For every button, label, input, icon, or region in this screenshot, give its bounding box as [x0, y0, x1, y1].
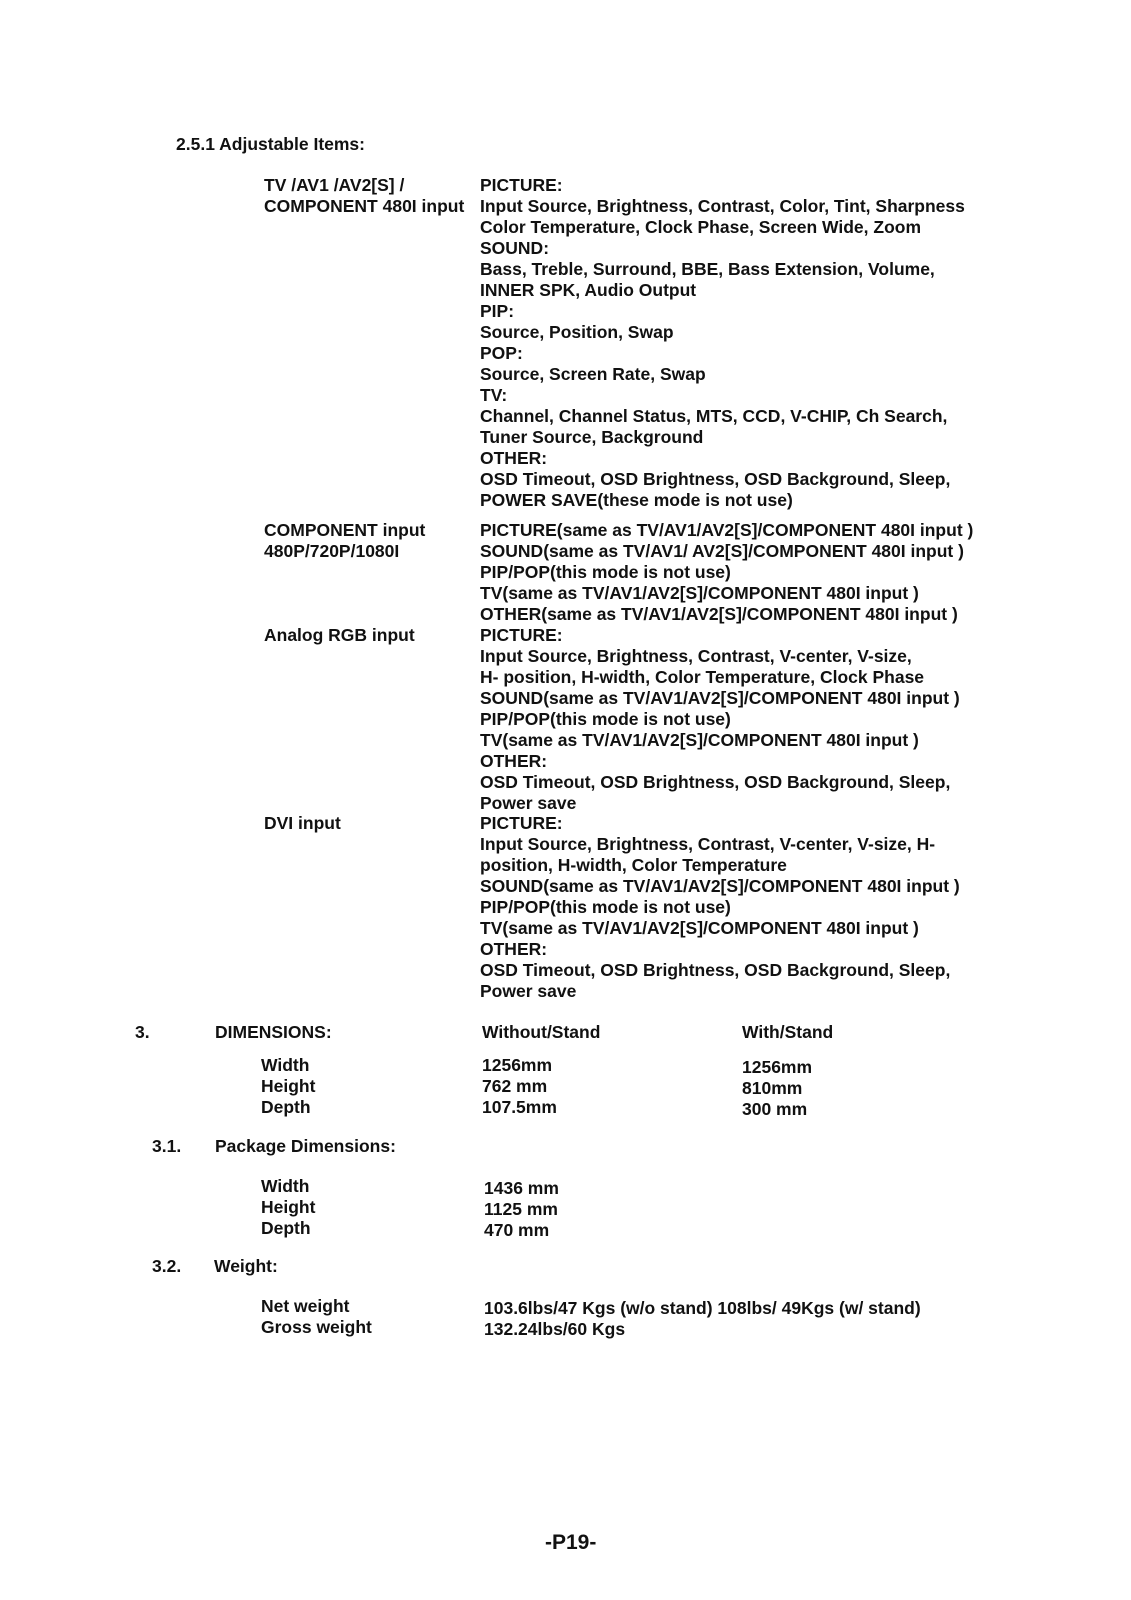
weight-label: Gross weight: [261, 1317, 372, 1337]
section-heading-2-5-1: 2.5.1 Adjustable Items:: [176, 134, 365, 154]
dimension-label: Depth: [261, 1097, 311, 1117]
dimension-value: 1256mm: [482, 1055, 553, 1075]
item-line: Input Source, Brightness, Contrast, V-center, V-size, H-: [480, 834, 936, 854]
section-number-package: 3.1.: [152, 1136, 182, 1156]
group-items-analog-rgb: [480, 625, 960, 814]
dimension-value: 300 mm: [742, 1099, 808, 1119]
dimension-value: 762 mm: [482, 1076, 548, 1096]
item-line: POP:: [480, 343, 523, 363]
section-number-dimensions: 3.: [135, 1022, 150, 1042]
group-label-line: 480P/720P/1080I: [264, 541, 400, 561]
item-line: OTHER:: [480, 751, 548, 771]
group-items-tv-av-component: [480, 175, 965, 511]
dimensions-without-values: [482, 1055, 557, 1118]
item-line: Input Source, Brightness, Contrast, Color, Tint, Sharpness: [480, 196, 965, 216]
item-line: POWER SAVE(these mode is not use): [480, 490, 793, 510]
group-label-component-hd: [264, 520, 425, 562]
item-line: SOUND(same as TV/AV1/AV2[S]/COMPONENT 480I input ): [480, 876, 960, 896]
group-items-component-hd: [480, 520, 973, 625]
package-values: [484, 1178, 559, 1241]
item-line: SOUND(same as TV/AV1/ AV2[S]/COMPONENT 480I input ): [480, 541, 964, 561]
item-line: H- position, H-width, Color Temperature, Clock Phase: [480, 667, 925, 687]
section-title-dimensions: DIMENSIONS:: [215, 1022, 332, 1042]
item-line: Color Temperature, Clock Phase, Screen Wide, Zoom: [480, 217, 922, 237]
item-line: Power save: [480, 981, 577, 1001]
dimensions-labels: [261, 1055, 315, 1118]
item-line: OTHER:: [480, 448, 548, 468]
group-label-tv-av-component: [264, 175, 464, 217]
group-items-dvi: [480, 813, 960, 1002]
dimension-label: Width: [261, 1055, 310, 1075]
package-value: 470 mm: [484, 1220, 550, 1240]
package-label: Height: [261, 1197, 316, 1217]
item-line: position, H-width, Color Temperature: [480, 855, 787, 875]
weight-values: [484, 1298, 921, 1340]
page-number: -P19-: [545, 1531, 597, 1554]
dimension-label: Height: [261, 1076, 316, 1096]
package-labels: [261, 1176, 315, 1239]
column-header-without-stand: Without/Stand: [482, 1022, 601, 1042]
package-value: 1436 mm: [484, 1178, 559, 1198]
item-line: Power save: [480, 793, 577, 813]
package-label: Width: [261, 1176, 310, 1196]
weight-label: Net weight: [261, 1296, 350, 1316]
dimension-value: 107.5mm: [482, 1097, 557, 1117]
item-line: PIP/POP(this mode is not use): [480, 709, 731, 729]
item-line: Bass, Treble, Surround, BBE, Bass Extension, Volume,: [480, 259, 935, 279]
group-label-line: DVI input: [264, 813, 341, 833]
item-line: OSD Timeout, OSD Brightness, OSD Background, Sleep,: [480, 960, 951, 980]
item-line: Tuner Source, Background: [480, 427, 704, 447]
group-label-line: Analog RGB input: [264, 625, 415, 645]
group-label-analog-rgb: [264, 625, 415, 646]
package-label: Depth: [261, 1218, 311, 1238]
item-line: PICTURE(same as TV/AV1/AV2[S]/COMPONENT 480I input ): [480, 520, 974, 540]
group-label-line: COMPONENT 480I input: [264, 196, 465, 216]
section-title-package: Package Dimensions:: [215, 1136, 396, 1156]
group-label-line: TV /AV1 /AV2[S] /: [264, 175, 405, 195]
group-label-dvi: [264, 813, 341, 834]
column-header-with-stand: With/Stand: [742, 1022, 834, 1042]
item-line: TV:: [480, 385, 508, 405]
dimension-value: 810mm: [742, 1078, 803, 1098]
item-line: PIP/POP(this mode is not use): [480, 897, 731, 917]
section-number-weight: 3.2.: [152, 1256, 182, 1276]
item-line: OTHER:: [480, 939, 548, 959]
item-line: PICTURE:: [480, 813, 563, 833]
weight-value: 132.24lbs/60 Kgs: [484, 1319, 626, 1339]
package-value: 1125 mm: [484, 1199, 558, 1219]
item-line: SOUND(same as TV/AV1/AV2[S]/COMPONENT 480I input ): [480, 688, 960, 708]
section-title-weight: Weight:: [214, 1256, 278, 1276]
dimension-value: 1256mm: [742, 1057, 813, 1077]
weight-labels: [261, 1296, 372, 1338]
weight-value: 103.6lbs/47 Kgs (w/o stand) 108lbs/ 49Kgs (w/ stand): [484, 1298, 921, 1318]
item-line: TV(same as TV/AV1/AV2[S]/COMPONENT 480I input ): [480, 918, 919, 938]
item-line: Input Source, Brightness, Contrast, V-center, V-size,: [480, 646, 912, 666]
item-line: TV(same as TV/AV1/AV2[S]/COMPONENT 480I input ): [480, 730, 919, 750]
item-line: Source, Position, Swap: [480, 322, 674, 342]
item-line: Channel, Channel Status, MTS, CCD, V-CHIP, Ch Search,: [480, 406, 948, 426]
item-line: Source, Screen Rate, Swap: [480, 364, 706, 384]
dimensions-with-values: [742, 1057, 812, 1120]
item-line: OSD Timeout, OSD Brightness, OSD Background, Sleep,: [480, 469, 951, 489]
item-line: PIP/POP(this mode is not use): [480, 562, 731, 582]
item-line: OTHER(same as TV/AV1/AV2[S]/COMPONENT 480I input ): [480, 604, 958, 624]
item-line: PIP:: [480, 301, 515, 321]
item-line: TV(same as TV/AV1/AV2[S]/COMPONENT 480I input ): [480, 583, 919, 603]
item-line: PICTURE:: [480, 625, 563, 645]
item-line: OSD Timeout, OSD Brightness, OSD Background, Sleep,: [480, 772, 951, 792]
group-label-line: COMPONENT input: [264, 520, 426, 540]
item-line: SOUND:: [480, 238, 550, 258]
item-line: INNER SPK, Audio Output: [480, 280, 697, 300]
item-line: PICTURE:: [480, 175, 563, 195]
